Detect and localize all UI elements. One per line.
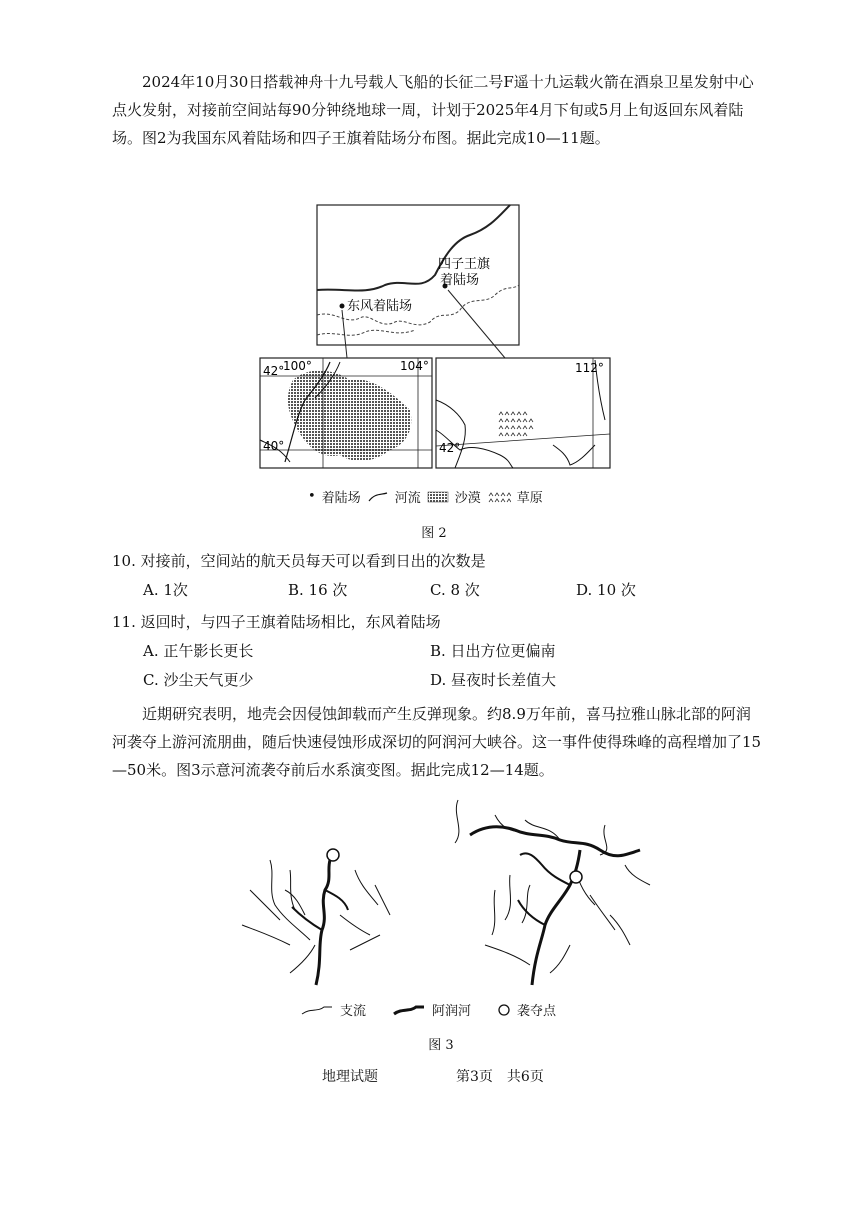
lat-40: 40° xyxy=(263,439,285,453)
lat-42-left: 42° xyxy=(263,364,285,378)
legend-river: 河流 xyxy=(394,491,421,506)
figure-3-drainage xyxy=(230,795,680,995)
q10-option-c[interactable]: C. 8 次 xyxy=(430,581,480,599)
legend-tributary-icon xyxy=(300,1004,334,1016)
legend-desert: 沙漠 xyxy=(454,491,481,506)
figure-3-legend xyxy=(300,1000,556,1019)
lon-100: 100° xyxy=(283,359,312,373)
q11-option-a[interactable]: A. 正午影长更长 xyxy=(143,642,254,660)
q11-option-c[interactable]: C. 沙尘天气更少 xyxy=(143,671,254,689)
legend-tributary: 支流 xyxy=(340,1004,367,1019)
question-10-stem: 10. 对接前，空间站的航天员每天可以看到日出的次数是 xyxy=(112,552,486,570)
footer-page: 第3页 共6页 xyxy=(456,1069,544,1085)
legend-grass: 草原 xyxy=(516,491,543,506)
lat-42-right: 42° xyxy=(439,441,461,455)
label-siziwang-2: 着陆场 xyxy=(440,273,480,288)
pengqu-captured xyxy=(470,827,640,856)
capture-point-before xyxy=(327,849,339,861)
label-siziwang-1: 四子王旗 xyxy=(438,257,491,272)
tributaries-after xyxy=(455,800,650,973)
intro-paragraph-1: 2024年10月30日搭载神舟十九号载人飞船的长征二号F遥十九运载火箭在酒泉卫星发射中心点火发射，对接前空间站每90分钟绕地球一周，计划于2025年4月下旬或5月上旬返回东风着陆场。图2为我国东风着陆场和四子王旗着陆场分布图。据此完成10—11题。 xyxy=(112,73,754,147)
q10-option-b[interactable]: B. 16 次 xyxy=(288,581,348,599)
legend-desert-icon xyxy=(427,491,449,503)
legend-capture: 袭夺点 xyxy=(517,1004,557,1019)
legend-arun-icon xyxy=(392,1004,426,1016)
q10-option-d[interactable]: D. 10 次 xyxy=(576,581,636,599)
legend-landing: 着陆场 xyxy=(321,491,361,506)
legend-capture-icon xyxy=(497,1003,511,1017)
q10-option-a[interactable]: A. 1次 xyxy=(143,581,188,599)
lon-112: 112° xyxy=(575,361,604,375)
question-11-stem: 11. 返回时，与四子王旗着陆场相比，东风着陆场 xyxy=(112,613,441,631)
legend-river-icon xyxy=(367,491,389,503)
dongfeng-marker xyxy=(340,304,345,309)
footer-subject: 地理试题 xyxy=(322,1069,378,1085)
capture-point-after xyxy=(570,871,582,883)
legend-landing-icon: • xyxy=(308,489,316,504)
legend-arun: 阿润河 xyxy=(432,1004,472,1019)
arun-before xyxy=(316,860,330,985)
figure-3-caption: 图 3 xyxy=(428,1038,454,1053)
figure-2-legend xyxy=(308,487,543,506)
figure-2-caption: 图 2 xyxy=(421,526,447,541)
q11-option-b[interactable]: B. 日出方位更偏南 xyxy=(430,642,556,660)
legend-grass-icon xyxy=(487,490,511,504)
figure-2-map xyxy=(255,200,625,510)
arun-after xyxy=(532,850,580,985)
q11-option-d[interactable]: D. 昼夜时长差值大 xyxy=(430,671,557,689)
label-dongfeng: 东风着陆场 xyxy=(347,299,413,314)
tributaries-before xyxy=(242,860,390,973)
intro-paragraph-2: 近期研究表明，地壳会因侵蚀卸载而产生反弹现象。约8.9万年前，喜马拉雅山脉北部的阿润河袭夺上游河流朋曲，随后快速侵蚀形成深切的阿润河大峡谷。这一事件使得珠峰的高程增加了15—50米。图3示意河流袭夺前后水系演变图。据此完成12—14题。 xyxy=(112,705,762,779)
lon-104: 104° xyxy=(400,359,429,373)
